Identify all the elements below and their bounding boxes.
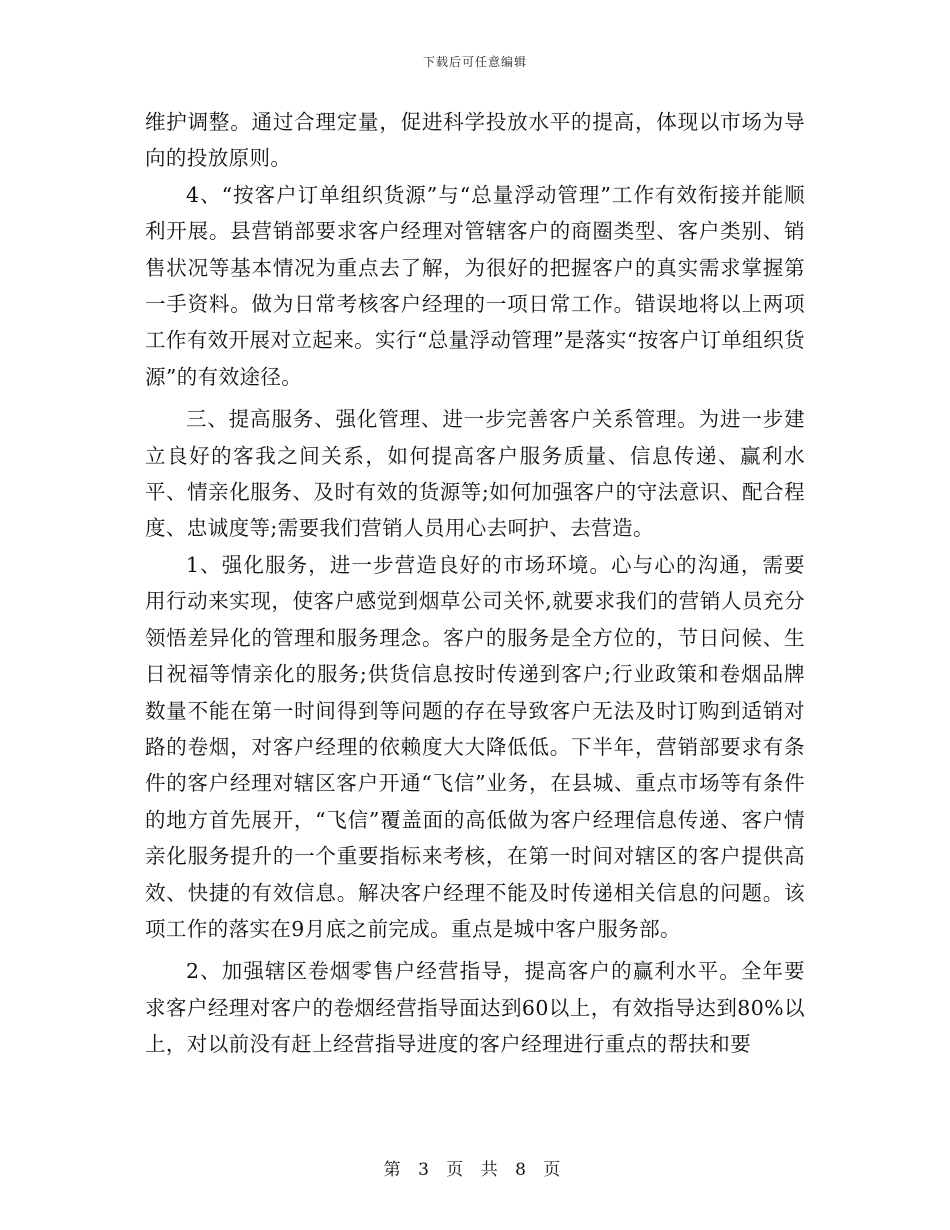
paragraph-item-1: 1、强化服务，进一步营造良好的市场环境。心与心的沟通，需要用行动来实现，使客户感觉到烟草公司关怀,就要求我们的营销人员充分领悟差异化的管理和服务理念。客户的服务是全方位的，节日问候、生日祝福等情亲化的服务;供货信息按时传递到客户;行业政策和卷烟品牌数量不能在第一时间得到等问题的存在导致客户无法及时订购到适销对路的卷烟，对客户经理的依赖度大大降低低。下半年，营销部要求有条件的客户经理对辖区客户开通“飞信”业务，在县城、重点市场等有条件的地方首先展开，“飞信”覆盖面的高低做为客户经理信息传递、客户情亲化服务提升的一个重要指标来考核，在第一时间对辖区的客户提供高效、快捷的有效信息。解决客户经理不能及时传递相关信息的问题。该项工作的落实在9月底之前完成。重点是城中客户服务部。 bbox=[145, 552, 805, 941]
document-body bbox=[145, 104, 805, 1063]
paragraph-continuation: 维护调整。通过合理定量，促进科学投放水平的提高，体现以市场为导向的投放原则。 bbox=[145, 110, 805, 171]
paragraph-section-3: 三、提高服务、强化管理、进一步完善客户关系管理。为进一步建立良好的客我之间关系，如何提高客户服务质量、信息传递、赢利水平、情亲化服务、及时有效的货源等;如何加强客户的守法意识、配合程度、忠诚度等;需要我们营销人员用心去呵护、去营造。 bbox=[145, 407, 805, 541]
paragraph-item-4: 4、“按客户订单组织货源”与“总量浮动管理”工作有效衔接并能顺利开展。县营销部要求客户经理对管辖客户的商圈类型、客户类别、销售状况等基本情况为重点去了解，为很好的把握客户的真实需求掌握第一手资料。做为日常考核客户经理的一项日常工作。错误地将以上两项工作有效开展对立起来。实行“总量浮动管理”是落实“按客户订单组织货源”的有效途径。 bbox=[145, 182, 805, 389]
page-header-note: 下载后可任意编辑 bbox=[422, 55, 527, 69]
paragraph-item-2: 2、加强辖区卷烟零售户经营指导，提高客户的赢利水平。全年要求客户经理对客户的卷烟经营指导面达到60以上，有效指导达到80%以上，对以前没有赶上经营指导进度的客户经理进行重点的帮扶和要 bbox=[145, 959, 805, 1057]
page-number-footer: 第 3 页 共 8 页 bbox=[383, 1160, 567, 1180]
